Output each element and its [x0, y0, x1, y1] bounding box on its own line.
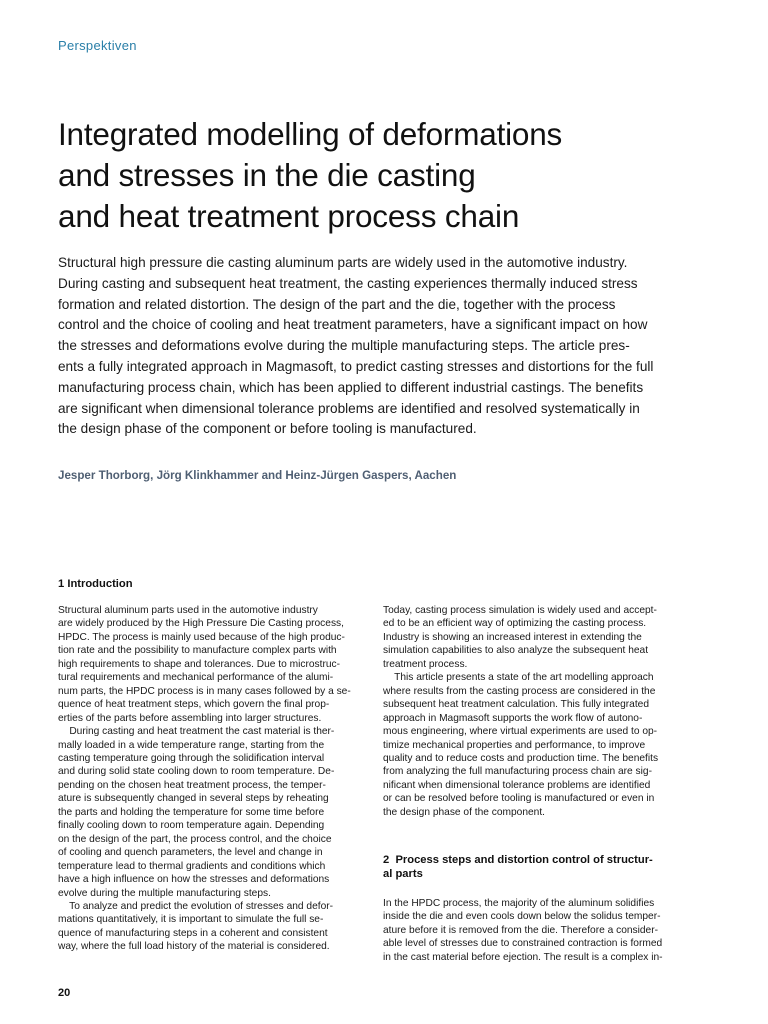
body-line: finally cooling down to room temperature again. Depending — [58, 820, 325, 832]
body-line: on the design of the part, the process control, and the choice — [58, 833, 332, 845]
body-line: evolve during the multiple manufacturing steps. — [58, 887, 271, 899]
section-tag: Perspektiven — [58, 38, 137, 53]
body-line: approach in Magmasoft supports the work flow of autono- — [383, 712, 643, 724]
title-line: and heat treatment process chain — [58, 198, 520, 234]
body-line: mous engineering, where virtual experiments are used to op- — [383, 726, 658, 738]
body-line: in the cast material before ejection. The result is a complex in- — [383, 951, 663, 963]
body-line: Structural aluminum parts used in the automotive industry — [58, 605, 318, 616]
body-line: num parts, the HPDC process is in many cases followed by a se- — [58, 685, 351, 697]
body-line: Today, casting process simulation is widely used and accept- — [383, 605, 657, 616]
body-line: or can be resolved before tooling is manufactured or even in — [383, 793, 655, 805]
body-line: tion rate and the possibility to manufacture complex parts with — [58, 645, 337, 657]
article-title — [58, 114, 718, 237]
body-line: mations quantitatively, it is important to simulate the full se- — [58, 914, 324, 926]
body-line: In the HPDC process, the majority of the aluminum solidifies — [383, 898, 655, 909]
abstract-line: During casting and subsequent heat treatment, the casting experiences thermally induced stress — [58, 275, 638, 291]
body-line: subsequent heat treatment calculation. This fully integrated — [383, 699, 649, 711]
body-line: quality and to reduce costs and production time. The benefits — [383, 752, 659, 764]
abstract-line: the design phase of the component or before tooling is manufactured. — [58, 421, 477, 437]
abstract-line: manufacturing process chain, which has been applied to different industrial castings. The benefits — [58, 379, 644, 395]
body-line: inside the die and even cools down below the solidus temper- — [383, 911, 661, 923]
section-heading-introduction: 1 Introduction — [58, 578, 133, 590]
body-line: mally loaded in a wide temperature range, starting from the — [58, 739, 325, 751]
abstract-line: are significant when dimensional tolerance problems are identified and resolved systematically in — [58, 400, 640, 416]
body-line: ed to be an efficient way of optimizing the casting process. — [383, 618, 647, 630]
body-line: ature before it is removed from the die. Therefore a consider- — [383, 924, 659, 936]
body-line: tural requirements and mechanical performance of the alumi- — [58, 672, 334, 684]
body-line: During casting and heat treatment the cast material is ther- — [58, 726, 335, 738]
body-line: temperature lead to thermal gradients and conditions which — [58, 860, 326, 872]
body-line: are widely produced by the High Pressure Die Casting process, — [58, 618, 344, 630]
body-line: of cooling and quench parameters, the level and change in — [58, 847, 323, 859]
body-line: where results from the casting process are considered in the — [383, 685, 656, 697]
body-line: quence of manufacturing steps in a coherent and consistent — [58, 927, 328, 939]
left-column — [58, 604, 371, 954]
abstract-line: Structural high pressure die casting aluminum parts are widely used in the automotive industry. — [58, 255, 628, 270]
abstract-line: ents a fully integrated approach in Magmasoft, to predict casting stresses and distortions for the full — [58, 358, 654, 374]
body-line: To analyze and predict the evolution of stresses and defor- — [58, 900, 334, 912]
body-line: treatment process. — [383, 658, 468, 670]
title-line: and stresses in the die casting — [58, 157, 476, 193]
body-line: from analyzing the full manufacturing process chain are sig- — [383, 766, 652, 778]
body-line: the design phase of the component. — [383, 806, 545, 818]
body-line: way, where the full load history of the material is considered. — [58, 941, 330, 953]
abstract-line: formation and related distortion. The design of the part and the die, together with the process — [58, 296, 616, 312]
body-line: and during solid state cooling down to room temperature. De- — [58, 766, 335, 778]
body-line: ature is subsequently changed in several steps by reheating — [58, 793, 329, 805]
body-line: quence of heat treatment steps, which govern the final prop- — [58, 699, 330, 711]
body-line: pending on the chosen heat treatment process, the temper- — [58, 779, 326, 791]
section-heading-process-steps — [383, 853, 653, 881]
title-line: Integrated modelling of deformations — [58, 116, 563, 152]
page-number: 20 — [58, 987, 71, 999]
body-line: This article presents a state of the art modelling approach — [383, 672, 654, 684]
authors: Jesper Thorborg, Jörg Klinkhammer and Heinz-Jürgen Gaspers, Aachen — [58, 469, 457, 482]
body-line: casting temperature going through the solidification interval — [58, 752, 325, 764]
body-line: timize mechanical properties and performance, to improve — [383, 739, 646, 751]
abstract-line: the stresses and deformations evolve during the multiple manufacturing steps. The article pres- — [58, 338, 630, 354]
body-line: high requirements to shape and tolerances. Due to microstruc- — [58, 658, 340, 670]
heading-line: al parts — [383, 868, 423, 880]
body-line: nificant when dimensional tolerance problems are identified — [383, 779, 651, 791]
right-column-top — [383, 604, 696, 819]
body-line: erties of the parts before assembling into larger structures. — [58, 712, 322, 724]
body-line: Industry is showing an increased interest in extending the — [383, 631, 642, 643]
right-column-bottom — [383, 897, 696, 964]
body-line: HPDC. The process is mainly used because of the high produc- — [58, 631, 345, 643]
heading-line: 2 Process steps and distortion control of structur- — [383, 854, 653, 866]
body-line: the parts and holding the temperature for some time before — [58, 806, 325, 818]
body-line: have a high influence on how the stresses and deformations — [58, 874, 330, 886]
abstract-line: control and the choice of cooling and heat treatment parameters, have a significant impact on how — [58, 317, 648, 333]
body-line: able level of stresses due to constrained contraction is formed — [383, 938, 663, 950]
abstract — [58, 253, 714, 440]
body-line: simulation capabilities to also analyze the subsequent heat — [383, 645, 649, 657]
